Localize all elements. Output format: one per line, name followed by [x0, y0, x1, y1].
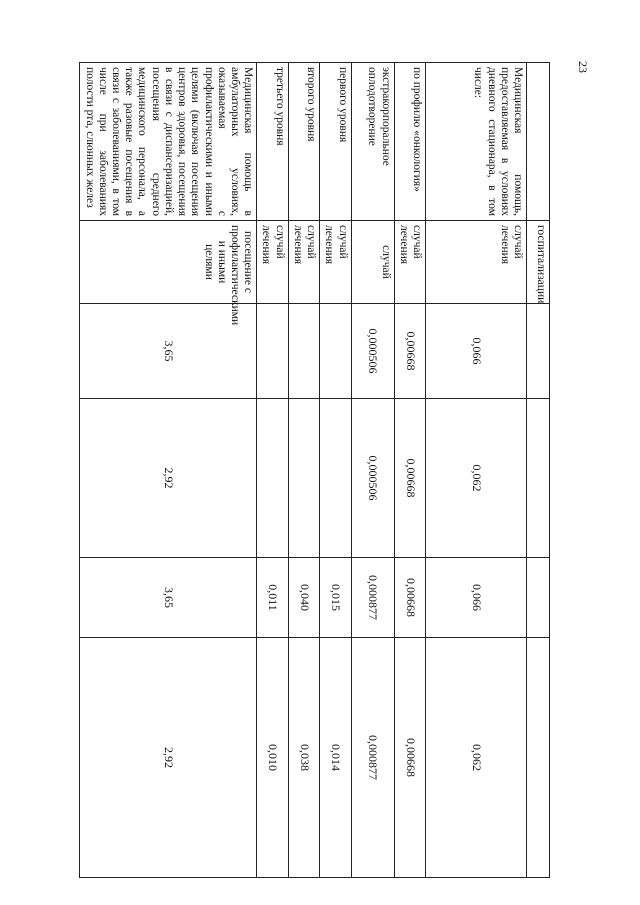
unit-cell: случай лечения	[394, 221, 425, 304]
value-cell	[527, 638, 550, 878]
value-cell	[257, 399, 288, 558]
unit-cell: случай лечения	[257, 221, 288, 304]
value-cell: 3,65	[80, 304, 257, 399]
row-description: экстракорпоральное оплодотворение	[351, 63, 394, 221]
table-row	[80, 63, 257, 878]
table-row	[320, 63, 351, 878]
table-row	[288, 63, 319, 878]
unit-cell: случай	[351, 221, 394, 304]
value-cell	[320, 399, 351, 558]
unit-cell: случай лечения	[426, 221, 527, 304]
value-cell: 2,92	[80, 399, 257, 558]
value-cell	[527, 304, 550, 399]
value-cell: 0,040	[288, 558, 319, 638]
unit-cell: госпитализации	[527, 221, 550, 304]
row-description: второго уровня	[288, 63, 319, 221]
value-cell: 0,000506	[351, 399, 394, 558]
value-cell: 0,00668	[394, 558, 425, 638]
row-description: первого уровня	[320, 63, 351, 221]
value-cell	[527, 558, 550, 638]
value-cell: 0,062	[426, 638, 527, 878]
value-cell	[320, 304, 351, 399]
value-cell: 0,000506	[351, 304, 394, 399]
row-description: третьего уровня	[257, 63, 288, 221]
value-cell: 0,00668	[394, 399, 425, 558]
unit-cell: посещение с профилактическими и иными целями	[80, 221, 257, 304]
row-description: Медицинская помощь в амбулаторных условиях, оказываемая с профилактическими и иными целями (включая посещения центров здоровья, посещения в связи с диспансеризацией, посещения среднего медицинского персонала, а также разовые посещения в связи с заболеваниями, в том числе при заболеваниях полости рта, слюнных желез	[80, 63, 257, 221]
unit-cell: случай лечения	[320, 221, 351, 304]
value-cell: 2,92	[80, 638, 257, 878]
value-cell: 0,062	[426, 399, 527, 558]
row-description: Медицинская помощь, предоставляемая в условиях дневного стационара, в том числе:	[426, 63, 527, 221]
value-cell: 0,00668	[394, 304, 425, 399]
row-description	[527, 63, 550, 221]
table-row	[351, 63, 394, 878]
value-cell	[288, 399, 319, 558]
value-cell: 0,014	[320, 638, 351, 878]
table-row	[426, 63, 527, 878]
value-cell: 0,066	[426, 558, 527, 638]
value-cell: 0,011	[257, 558, 288, 638]
table-row	[394, 63, 425, 878]
unit-cell: случай лечения	[288, 221, 319, 304]
page-number: 23	[576, 61, 590, 73]
value-cell: 3,65	[80, 558, 257, 638]
value-cell	[527, 399, 550, 558]
table-row	[527, 63, 550, 878]
value-cell	[288, 304, 319, 399]
value-cell: 0,00668	[394, 638, 425, 878]
value-cell: 0,038	[288, 638, 319, 878]
value-cell: 0,000877	[351, 558, 394, 638]
value-cell: 0,000877	[351, 638, 394, 878]
value-cell: 0,066	[426, 304, 527, 399]
value-cell: 0,015	[320, 558, 351, 638]
value-cell: 0,010	[257, 638, 288, 878]
row-description: по профилю «онкология»	[394, 63, 425, 221]
value-cell	[257, 304, 288, 399]
table-row	[257, 63, 288, 878]
norms-table	[84, 62, 550, 877]
